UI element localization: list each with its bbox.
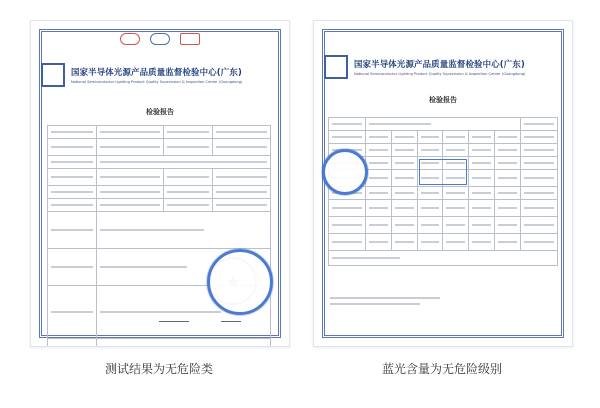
report-card-left xyxy=(30,20,290,347)
org-logo-icon xyxy=(41,63,65,87)
caption-left: 测试结果为无危险类 xyxy=(104,362,213,376)
cnas-logo-icon xyxy=(150,33,170,45)
document-header xyxy=(324,53,562,81)
ma-logo-icon xyxy=(120,33,140,45)
table-note xyxy=(330,303,420,305)
cal-logo-icon xyxy=(180,33,200,45)
certification-logos xyxy=(31,33,289,47)
caption-right: 蓝光含量为无危险级别 xyxy=(381,362,502,376)
signature xyxy=(159,313,189,322)
document-title: 检验报告 xyxy=(146,108,174,116)
document-header xyxy=(41,61,279,89)
org-name-cn: 国家半导体光源产品质量监督检验中心(广东) xyxy=(354,59,525,69)
measurement-table xyxy=(328,117,558,266)
highlight-box xyxy=(419,159,467,185)
org-name-en: National Semiconductor Lighting Product Quality Supervision & Inspection Center (Guangdong) xyxy=(71,80,243,84)
magnifier-lens xyxy=(322,149,368,195)
magnifier-lens xyxy=(207,249,273,315)
org-name-en: National Semiconductor Lighting Product Quality Supervision & Inspection Center (Guangdong) xyxy=(354,72,526,76)
signature xyxy=(221,313,241,322)
report-card-right xyxy=(313,20,573,347)
org-name-cn: 国家半导体光源产品质量监督检验中心(广东) xyxy=(71,67,242,77)
table-note xyxy=(330,297,440,299)
org-logo-icon xyxy=(324,55,348,79)
document-title: 检验报告 xyxy=(429,96,457,104)
